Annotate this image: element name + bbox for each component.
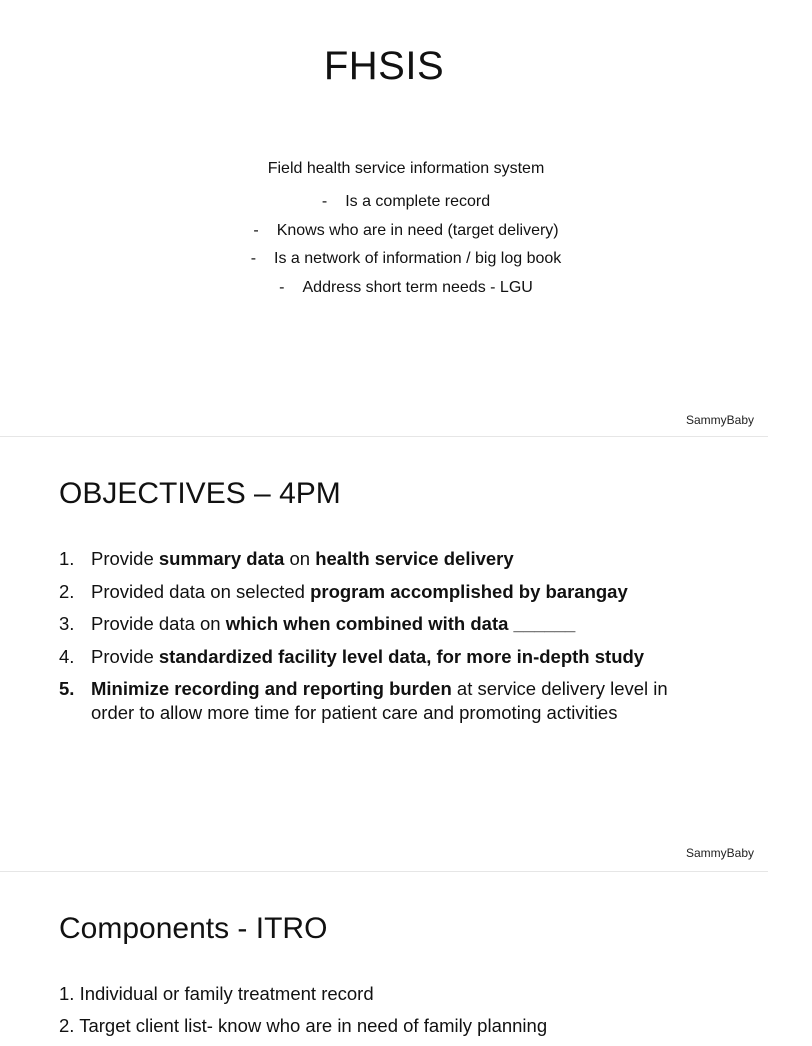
list-item-bold: standardized facility level data, for more in-depth study: [158, 645, 645, 667]
list-item: [59, 645, 709, 669]
list-number: 5.: [59, 678, 75, 699]
list-item-text: Address short term needs - LGU: [302, 278, 533, 296]
list-number: 1.: [59, 548, 75, 569]
slide-components: [0, 872, 768, 1036]
dash-marker: -: [321, 193, 328, 210]
list-item: [59, 580, 709, 604]
list-item: [0, 245, 812, 274]
list-item-text: at service delivery level in order to allow more time for patient care and promoting activities: [91, 678, 668, 723]
author-label: SammyBaby: [685, 413, 754, 427]
slide-subtitle: Field health service information system: [267, 160, 545, 177]
list-item-text: Provided data on selected: [91, 580, 311, 602]
list-item: [0, 188, 812, 217]
list-item: [59, 677, 709, 725]
dash-marker: -: [253, 221, 259, 239]
list-item-text: Provide data on: [91, 613, 226, 634]
list-item-bold: health service delivery: [315, 548, 514, 569]
list-item-text: Is a network of information / big log book: [274, 250, 562, 267]
list-item-bold: Minimize recording and reporting burden: [91, 678, 452, 699]
list-item: [0, 274, 812, 303]
list-item-bold: program accomplished by barangay: [310, 580, 628, 602]
author-label: SammyBaby: [685, 846, 754, 860]
slide-objectives: [0, 437, 768, 871]
list-item-bold: summary data: [158, 548, 285, 569]
list-item-bold: which when combined with data ______: [225, 613, 576, 634]
numbered-list: [59, 547, 709, 734]
bullet-list: [0, 188, 812, 302]
list-item-text: Provide: [91, 645, 159, 667]
dash-marker: -: [279, 278, 285, 296]
list-item-text: Knows who are in need (target delivery): [276, 221, 559, 239]
list-item: [0, 217, 812, 246]
list-number: 4.: [59, 645, 75, 667]
list-item-text: on: [284, 548, 316, 569]
list-item-text: Is a complete record: [345, 193, 491, 210]
slide-title: FHSIS: [323, 44, 445, 88]
list-item: 1. Individual or family treatment record: [59, 983, 374, 1004]
slide-title: Components - ITRO: [59, 912, 328, 945]
list-item: [59, 547, 709, 571]
numbered-list: [59, 982, 739, 1046]
dash-marker: -: [250, 250, 257, 267]
list-number: 2.: [59, 580, 75, 602]
list-item: [59, 612, 709, 636]
slide-fhsis: [0, 0, 768, 436]
list-number: 3.: [59, 613, 75, 634]
list-item-text: Provide: [91, 548, 159, 569]
slide-title: OBJECTIVES – 4PM: [59, 477, 341, 510]
list-item: 2. Target client list- know who are in need of family planning: [59, 1015, 548, 1036]
